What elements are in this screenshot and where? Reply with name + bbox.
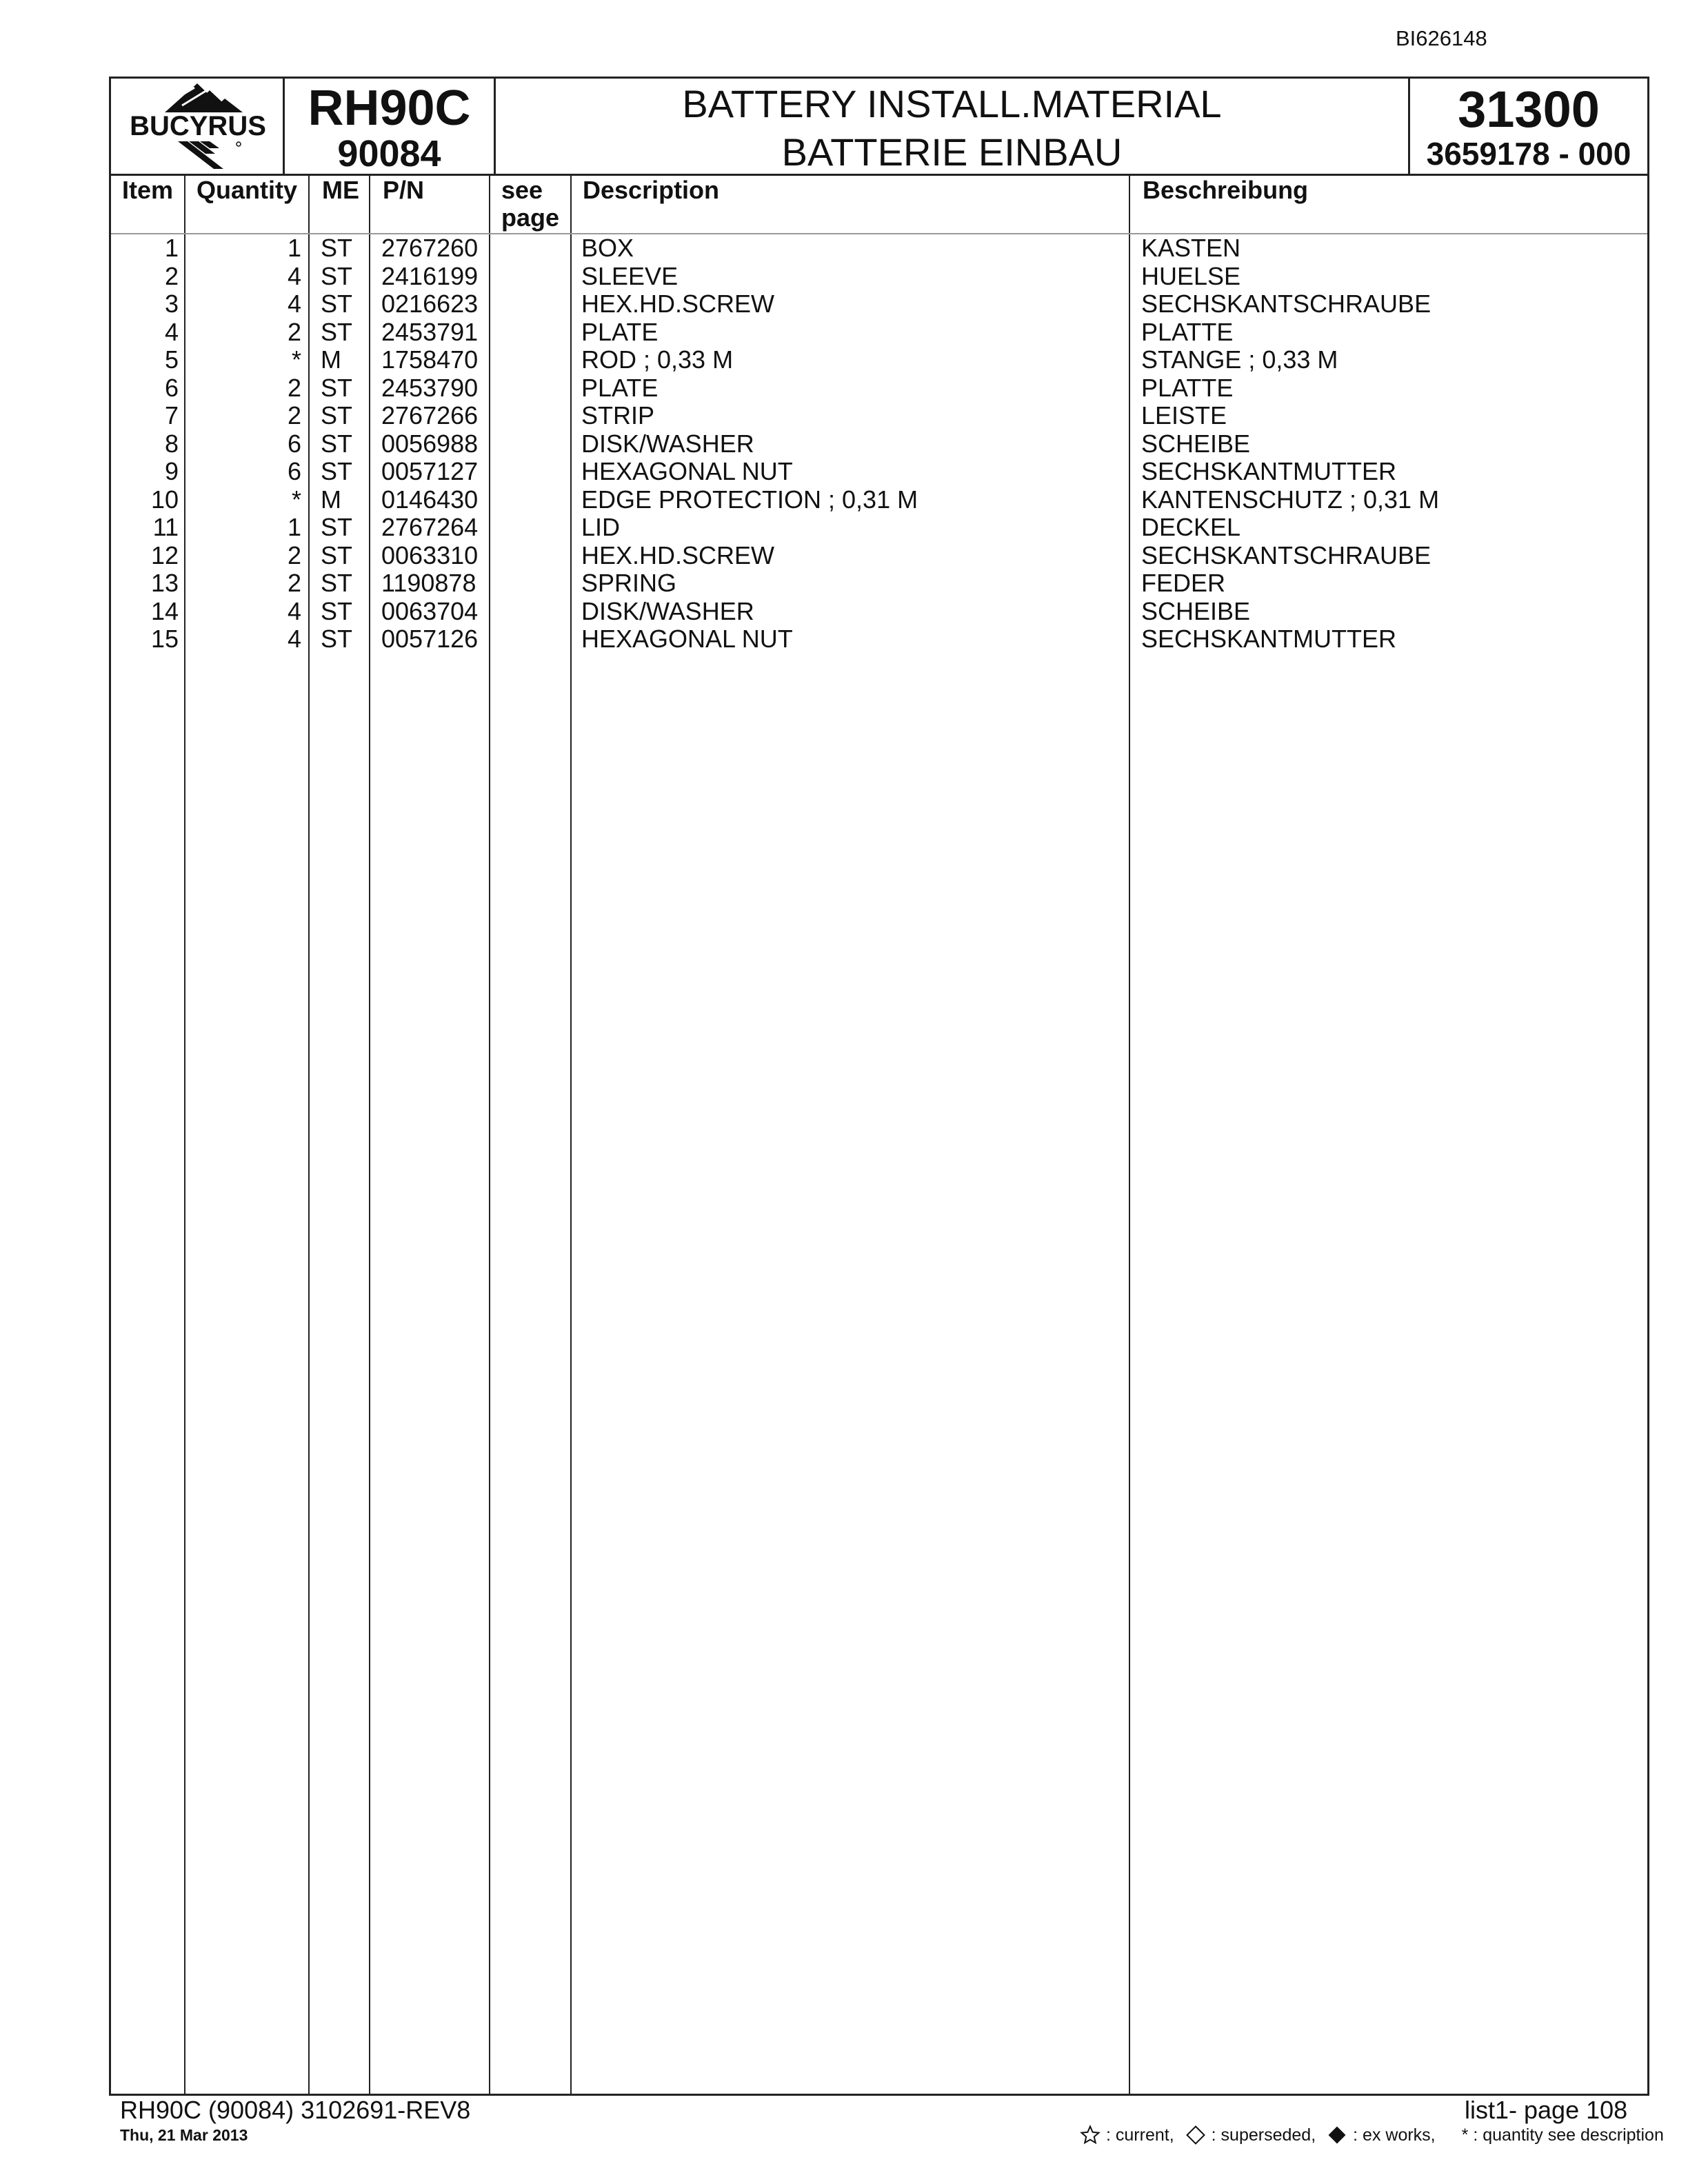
parts-table xyxy=(109,175,1649,2096)
drawing-number: 3659178 - 000 xyxy=(1426,136,1631,172)
cell-beschreibung: STANGE ; 0,33 M xyxy=(1141,345,1338,374)
cell-beschreibung: FEDER xyxy=(1141,569,1226,597)
cell-quantity: 6 xyxy=(287,429,301,458)
cell-quantity: 4 xyxy=(287,261,301,290)
cell-description: SPRING xyxy=(581,569,677,597)
cell-beschreibung: DECKEL xyxy=(1141,513,1241,541)
cell-part-number: 0146430 xyxy=(381,485,479,514)
cell-quantity: 2 xyxy=(287,401,301,429)
cell-part-number: 0063704 xyxy=(381,596,479,625)
diamond-filled-icon xyxy=(1327,2125,1347,2145)
cell-item: 7 xyxy=(164,401,179,429)
cell-description: HEX.HD.SCREW xyxy=(581,540,775,569)
table-row xyxy=(111,318,1647,346)
cell-item: 14 xyxy=(150,596,179,625)
cell-part-number: 0056988 xyxy=(381,429,479,458)
cell-part-number: 1190878 xyxy=(381,569,476,597)
table-row xyxy=(111,598,1647,625)
cell-beschreibung: SECHSKANTMUTTER xyxy=(1141,457,1397,485)
cell-item: 6 xyxy=(164,373,179,402)
see-page-line-2: page xyxy=(501,203,560,232)
diamond-outline-icon xyxy=(1185,2125,1206,2145)
cell-item: 2 xyxy=(164,261,179,290)
cell-part-number: 2767260 xyxy=(381,234,479,262)
cell-description: PLATE xyxy=(581,373,659,402)
column-header-see-page xyxy=(501,176,559,232)
cell-item: 3 xyxy=(164,290,179,318)
cell-beschreibung: KASTEN xyxy=(1141,234,1241,262)
cell-beschreibung: SECHSKANTSCHRAUBE xyxy=(1141,290,1431,318)
cell-part-number: 0216623 xyxy=(381,290,479,318)
cell-description: HEXAGONAL NUT xyxy=(581,625,793,653)
table-row xyxy=(111,290,1647,318)
cell-quantity: 4 xyxy=(287,290,301,318)
cell-item: 15 xyxy=(150,625,179,653)
cell-description: PLATE xyxy=(581,317,659,346)
table-row xyxy=(111,458,1647,485)
cell-part-number: 0063310 xyxy=(381,540,479,569)
cell-description: EDGE PROTECTION ; 0,31 M xyxy=(581,485,918,514)
bucyrus-logo xyxy=(113,81,283,176)
cell-description: BOX xyxy=(581,234,634,262)
cell-item: 11 xyxy=(152,513,179,541)
cell-beschreibung: SCHEIBE xyxy=(1141,596,1251,625)
cell-item: 5 xyxy=(164,345,179,374)
model-number: 90084 xyxy=(337,133,441,174)
cell-me: ST xyxy=(321,317,353,346)
title-english: BATTERY INSTALL.MATERIAL xyxy=(682,82,1222,125)
cell-me: M xyxy=(321,345,341,374)
table-row xyxy=(111,514,1647,541)
table-row xyxy=(111,430,1647,458)
number-cell xyxy=(1410,79,1647,174)
cell-me: M xyxy=(321,485,341,514)
cell-part-number: 0057126 xyxy=(381,625,479,653)
cell-part-number: 2767266 xyxy=(381,401,479,429)
cell-quantity: 4 xyxy=(287,625,301,653)
cell-quantity: 1 xyxy=(287,234,301,262)
cell-me: ST xyxy=(321,513,353,541)
cell-me: ST xyxy=(321,261,353,290)
column-header-beschreibung: Beschreibung xyxy=(1143,176,1309,204)
legend-current: : current, xyxy=(1106,2125,1174,2145)
cell-part-number: 1758470 xyxy=(381,345,479,374)
header-block xyxy=(109,77,1649,176)
title-cell xyxy=(496,79,1410,174)
cell-item: 9 xyxy=(164,457,179,485)
cell-me: ST xyxy=(321,596,353,625)
cell-me: ST xyxy=(321,569,353,597)
cell-item: 4 xyxy=(164,317,179,346)
cell-part-number: 2453790 xyxy=(381,373,479,402)
star-icon xyxy=(1080,2125,1101,2145)
column-header-quantity: Quantity xyxy=(197,176,298,204)
legend-superseded: : superseded, xyxy=(1211,2125,1316,2145)
legend-ex-works: : ex works, xyxy=(1353,2125,1436,2145)
document-id: BI626148 xyxy=(1396,26,1487,50)
cell-me: ST xyxy=(321,290,353,318)
cell-quantity: 2 xyxy=(287,569,301,597)
cell-part-number: 2453791 xyxy=(381,317,479,346)
cell-me: ST xyxy=(321,429,353,458)
table-row xyxy=(111,625,1647,653)
cell-beschreibung: PLATTE xyxy=(1141,373,1234,402)
column-header-item: Item xyxy=(122,176,174,204)
group-number: 31300 xyxy=(1458,81,1600,138)
table-row xyxy=(111,263,1647,290)
table-row xyxy=(111,346,1647,374)
footer-page-number: list1- page 108 xyxy=(1465,2096,1628,2124)
cell-beschreibung: HUELSE xyxy=(1141,261,1241,290)
cell-quantity: 1 xyxy=(287,513,301,541)
cell-quantity: * xyxy=(291,485,301,514)
cell-description: HEXAGONAL NUT xyxy=(581,457,793,485)
cell-beschreibung: SECHSKANTMUTTER xyxy=(1141,625,1397,653)
column-header-me: ME xyxy=(322,176,359,204)
cell-beschreibung: SCHEIBE xyxy=(1141,429,1251,458)
logo-text: BUCYRUS xyxy=(130,111,266,141)
cell-me: ST xyxy=(321,457,353,485)
cell-quantity: 6 xyxy=(287,457,301,485)
symbol-legend xyxy=(1080,2125,1664,2145)
cell-part-number: 2767264 xyxy=(381,513,479,541)
cell-description: ROD ; 0,33 M xyxy=(581,345,734,374)
table-row xyxy=(111,569,1647,597)
cell-me: ST xyxy=(321,401,353,429)
cell-description: DISK/WASHER xyxy=(581,596,754,625)
cell-item: 12 xyxy=(150,540,179,569)
cell-item: 8 xyxy=(164,429,179,458)
cell-quantity: 2 xyxy=(287,317,301,346)
cell-description: DISK/WASHER xyxy=(581,429,754,458)
cell-quantity: 4 xyxy=(287,596,301,625)
table-row xyxy=(111,374,1647,402)
cell-description: STRIP xyxy=(581,401,655,429)
cell-beschreibung: SECHSKANTSCHRAUBE xyxy=(1141,540,1431,569)
table-row xyxy=(111,402,1647,429)
cell-me: ST xyxy=(321,540,353,569)
cell-me: ST xyxy=(321,234,353,262)
cell-beschreibung: PLATTE xyxy=(1141,317,1234,346)
table-row xyxy=(111,542,1647,569)
cell-beschreibung: LEISTE xyxy=(1141,401,1227,429)
model-cell xyxy=(285,79,496,174)
title-german: BATTERIE EINBAU xyxy=(781,130,1123,174)
cell-item: 1 xyxy=(164,234,179,262)
model-name: RH90C xyxy=(308,81,471,136)
column-header-pn: P/N xyxy=(383,176,425,204)
cell-item: 13 xyxy=(150,569,179,597)
cell-quantity: * xyxy=(291,345,301,374)
cell-description: LID xyxy=(581,513,621,541)
footer-date: Thu, 21 Mar 2013 xyxy=(120,2126,248,2144)
cell-part-number: 2416199 xyxy=(381,261,479,290)
logo-cell xyxy=(111,79,285,174)
cell-description: HEX.HD.SCREW xyxy=(581,290,775,318)
cell-me: ST xyxy=(321,625,353,653)
cell-quantity: 2 xyxy=(287,373,301,402)
table-row xyxy=(111,486,1647,514)
legend-quantity-note: * : quantity see description xyxy=(1461,2125,1664,2145)
cell-quantity: 2 xyxy=(287,540,301,569)
column-header-description: Description xyxy=(583,176,720,204)
footer-model-reference: RH90C (90084) 3102691-REV8 xyxy=(120,2096,471,2124)
cell-item: 10 xyxy=(150,485,179,514)
cell-beschreibung: KANTENSCHUTZ ; 0,31 M xyxy=(1141,485,1440,514)
cell-description: SLEEVE xyxy=(581,261,679,290)
cell-me: ST xyxy=(321,373,353,402)
see-page-line-1: see xyxy=(501,176,543,204)
table-row xyxy=(111,234,1647,262)
cell-part-number: 0057127 xyxy=(381,457,479,485)
